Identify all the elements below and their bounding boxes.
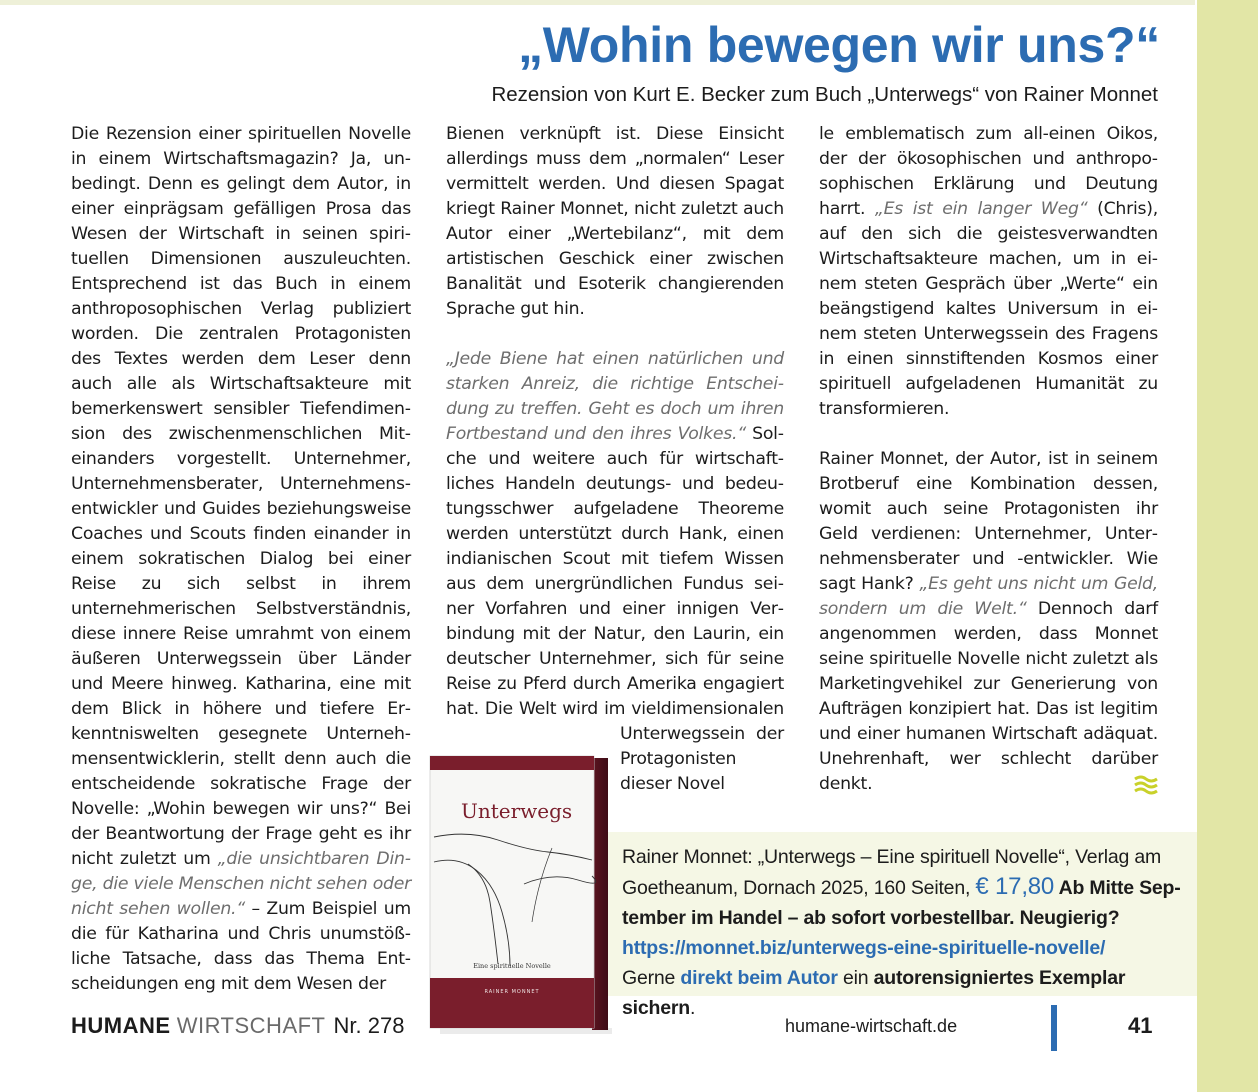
magazine-name bbox=[71, 1013, 404, 1039]
text-column-1 bbox=[71, 122, 411, 997]
article-subtitle: Rezension von Kurt E. Becker zum Buch „Unterwegs“ von Rainer Monnet bbox=[491, 83, 1158, 106]
body-text: Dennoch darf angenommen werden, dass Monnet seine spirituelle Novelle nicht zuletzt als Marketingvehikel zur Generierung von Aufträgen konzipiert hat. Das ist legitim und einer humanen Wirtschaft adäquat. Unehrenhaft, wer schlecht darüber denkt. bbox=[819, 599, 1158, 794]
book-cover-subtitle: Eine spirituelle Novelle bbox=[473, 962, 551, 970]
brand-humane: HUMANE bbox=[71, 1013, 171, 1038]
footer-website: humane-wirtschaft.de bbox=[785, 1016, 958, 1036]
quote-text: „die unsichtbaren Dinge, die viele Menschen nicht sehen oder nicht sehen wollen.“ bbox=[71, 849, 411, 919]
text-column-3 bbox=[819, 122, 1158, 797]
book-url-link[interactable]: https://monnet.biz/unterwegs-eine-spirituelle-novelle/ bbox=[622, 937, 1106, 959]
book-info-text bbox=[622, 842, 1182, 1023]
book-cover-author: RAINER MONNET bbox=[484, 989, 540, 995]
body-text: – Zum Beispiel um die für Katharina und Chris unumstößliche Tatsache, dass das Thema Entscheidungen eng mit dem Wesen der bbox=[71, 899, 411, 994]
availability-text: Ab Mitte September im Handel – ab sofort vorbestellbar. Neugierig? bbox=[622, 877, 1181, 929]
body-text: Rainer Monnet, der Autor, ist in seinem Brotberuf eine Kombination dessen, womit auch seine Protagonisten ihr Geld verdienen: Unternehmer, Unternehmensberater und -entwickler. Wie sagt Hank? bbox=[819, 449, 1158, 594]
book-cover-image bbox=[428, 752, 618, 1042]
body-text: Solche und weitere auch für wirtschaftliches Handeln deutungs- und bedeutungsschwer aufgeladene Theoreme werden unterstützt durch Hank, einen indianischen Scout mit tiefem Wissen aus dem unergründlichen Fundus seiner Vorfahren und einer innigen Verbindung mit der Natur, den Laurin, ein deutscher Unternehmer, sich für seine Reise zu Pferd durch Amerika engagiert hat. Die Welt wird im vieldimensionalen Unterwegssein der Protagonisten dieser Novel bbox=[446, 424, 784, 794]
quote-text: „Es geht uns nicht um Geld, sondern um die Welt.“ bbox=[819, 574, 1159, 619]
info-text: Gerne bbox=[622, 967, 681, 989]
body-text: (Chris), auf den sich die geistesverwandten Wirtschaftsakteure machen, um in einem steten Gespräch über „Werte“ ein beängstigend kaltes Universum in einem steten Unterwegssein des Fragens in einen sinnstiftenden Kosmos einer spirituell aufgeladenen Humanität zu transformieren. bbox=[819, 199, 1158, 419]
author-direct-link[interactable]: direkt beim Autor bbox=[680, 967, 838, 989]
book-price: € 17,80 bbox=[975, 873, 1055, 900]
page-number: 41 bbox=[1128, 1013, 1153, 1038]
info-text: . bbox=[689, 997, 696, 1019]
body-text: le emblematisch zum all-einen Oikos, der der ökosophischen und anthroposophischen Erklärung und Deutung harrt. bbox=[819, 124, 1158, 219]
book-info-details: Rainer Monnet: „Unterwegs – Eine spirituell Novelle“, Verlag am Goetheanum, Dornach 2025, 160 Seiten, bbox=[622, 846, 1162, 899]
text-column-2 bbox=[446, 122, 784, 807]
body-text: Die Rezension einer spirituellen Novelle in einem Wirtschaftsmagazin? Ja, unbedingt. Denn es gelingt dem Autor, in einer einprägsam gefälligen Prosa das Wesen der Wirtschaft in seinen spirituellen Dimensionen auszuleuchten. Entsprechend ist das Buch in einem anthroposophischen Verlag publiziert worden. Die zentralen Protagonisten des Textes werden dem Leser denn auch alle als Wirtschaftsakteure mit bemerkenswert sensibler Tiefendimension des zwischenmenschlichen Miteinanders vorgestellt. Unternehmer, Unternehmensberater, Unternehmensentwickler und Guides beziehungsweise Coaches und Scouts finden einander in einem sokratischen Dialog bei einer Reise zu sich selbst in ihrem unternehmerischen Selbstverständnis, diese innere Reise umrahmt von einem äußeren Unterwegssein über Länder und Meere hinweg. Katharina, eine mit dem Blick in höhere und tiefere Erkenntniswelten gesegnete Unternehmensentwicklerin, stellt denn auch die entscheidende sokratische Frage der Novelle: „Wohin bewegen wir uns?“ Bei der Beantwortung der Frage geht es ihr nicht zuletzt um bbox=[71, 124, 411, 869]
page-edge-band bbox=[1197, 0, 1258, 1092]
issue-number: Nr. 278 bbox=[333, 1013, 405, 1038]
quote-text: „Es ist ein langer Weg“ bbox=[874, 199, 1088, 219]
paragraph bbox=[819, 447, 1158, 797]
quote-text: „Jede Biene hat einen natürlichen und starken Anreiz, die richtige Entscheidung zu treffen. Geht es doch um ihren Fortbestand und den ihres Volkes.“ bbox=[446, 349, 784, 444]
paragraph bbox=[819, 122, 1158, 422]
signed-copy-text: autorensigniertes Exemplar sichern bbox=[622, 967, 1126, 1019]
book-cover-title: Unterwegs bbox=[461, 799, 573, 823]
article-title: „Wohin bewegen wir uns?“ bbox=[518, 17, 1160, 73]
paragraph bbox=[71, 122, 411, 997]
footer-divider bbox=[1051, 1005, 1057, 1051]
top-rule bbox=[0, 0, 1195, 5]
info-text: ein bbox=[837, 967, 874, 989]
paragraph bbox=[446, 347, 784, 797]
paragraph: Bienen verknüpft ist. Diese Einsicht allerdings muss dem „normalen“ Leser vermittelt werden. Und diesen Spagat kriegt Rainer Monnet, nicht zuletzt auch Autor einer „Wertebilanz“, mit dem artistischen Geschick einer zwischen Banalität und Esoterik changierenden Sprache gut hin. bbox=[446, 124, 784, 319]
brand-wirtschaft: WIRTSCHAFT bbox=[176, 1013, 326, 1038]
wave-lines-icon bbox=[1134, 773, 1158, 797]
